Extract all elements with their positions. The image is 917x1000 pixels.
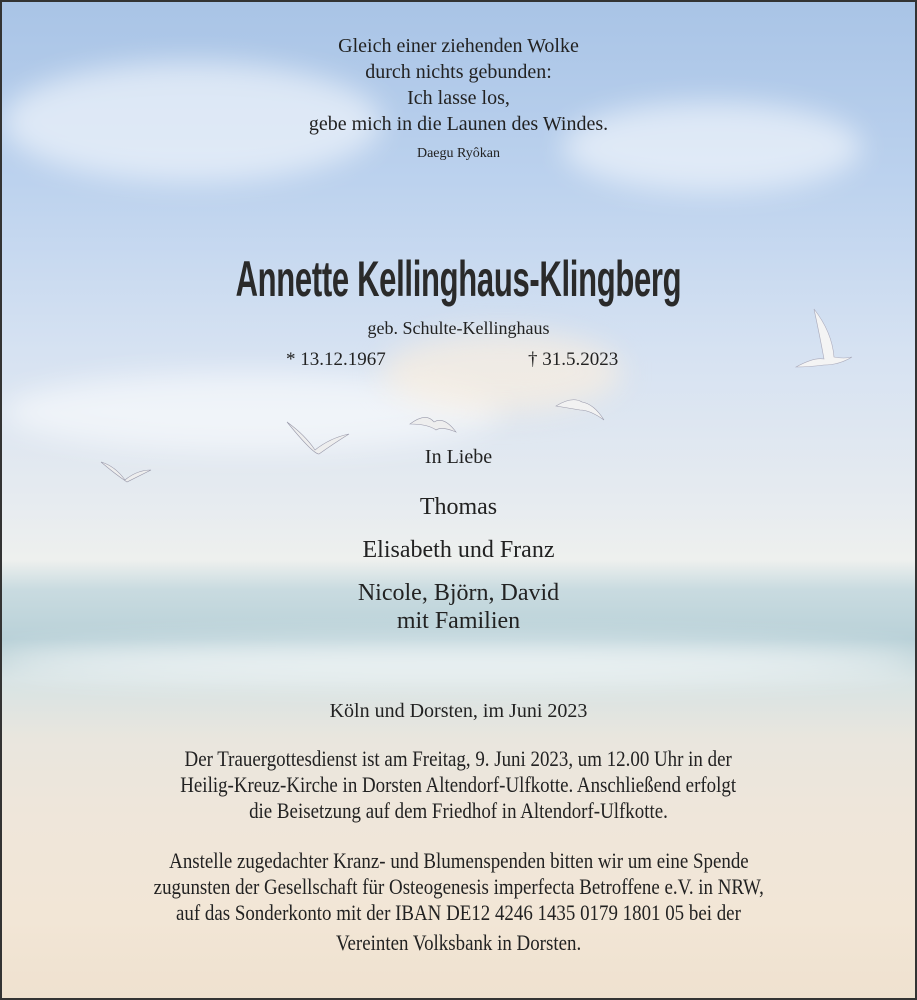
mourner-name: Nicole, Björn, David: [357, 580, 560, 606]
seagull-icon: [794, 307, 854, 372]
poem-line: Ich lasse los,: [407, 87, 510, 109]
poem-line: durch nichts gebunden:: [365, 61, 552, 83]
deceased-name-text: Annette Kellinghaus-Klingberg: [235, 251, 682, 307]
death-date: † 31.5.2023: [528, 349, 619, 370]
poem-line: Gleich einer ziehenden Wolke: [338, 35, 579, 57]
poem-line: gebe mich in die Launen des Windes.: [308, 113, 609, 135]
mourner-name: Elisabeth und Franz: [362, 537, 555, 563]
service-line: Heilig-Kreuz-Kirche in Dorsten Altendorf-Ulfkotte. Anschließend erfolgt: [180, 772, 737, 797]
wave-foam: [2, 642, 915, 682]
place-date: Köln und Dorsten, im Juni 2023: [329, 700, 588, 722]
donation-line: Anstelle zugedachter Kranz- und Blumenspenden bitten wir um eine Spende: [168, 848, 749, 873]
seagull-icon: [408, 410, 458, 442]
donation-line: Vereinten Volksbank in Dorsten.: [335, 930, 582, 955]
service-line: Der Trauergottesdienst ist am Freitag, 9. Juni 2023, um 12.00 Uhr in der: [184, 746, 733, 771]
seagull-icon: [554, 394, 606, 422]
mourners-intro: In Liebe: [424, 446, 493, 468]
deceased-name: [2, 250, 915, 308]
poem-author: Daegu Ryôkan: [416, 146, 501, 161]
service-line: die Beisetzung auf dem Friedhof in Altendorf-Ulfkotte.: [249, 798, 668, 823]
donation-line: zugunsten der Gesellschaft für Osteogenesis imperfecta Betroffene e.V. in NRW,: [153, 874, 764, 899]
birth-date: * 13.12.1967: [286, 349, 386, 370]
birth-name: geb. Schulte-Kellinghaus: [367, 318, 550, 338]
mourner-name: mit Familien: [396, 608, 521, 634]
donation-line: auf das Sonderkonto mit der IBAN DE12 4246 1435 0179 1801 05 bei der: [176, 900, 741, 925]
mourner-name: Thomas: [419, 494, 498, 520]
